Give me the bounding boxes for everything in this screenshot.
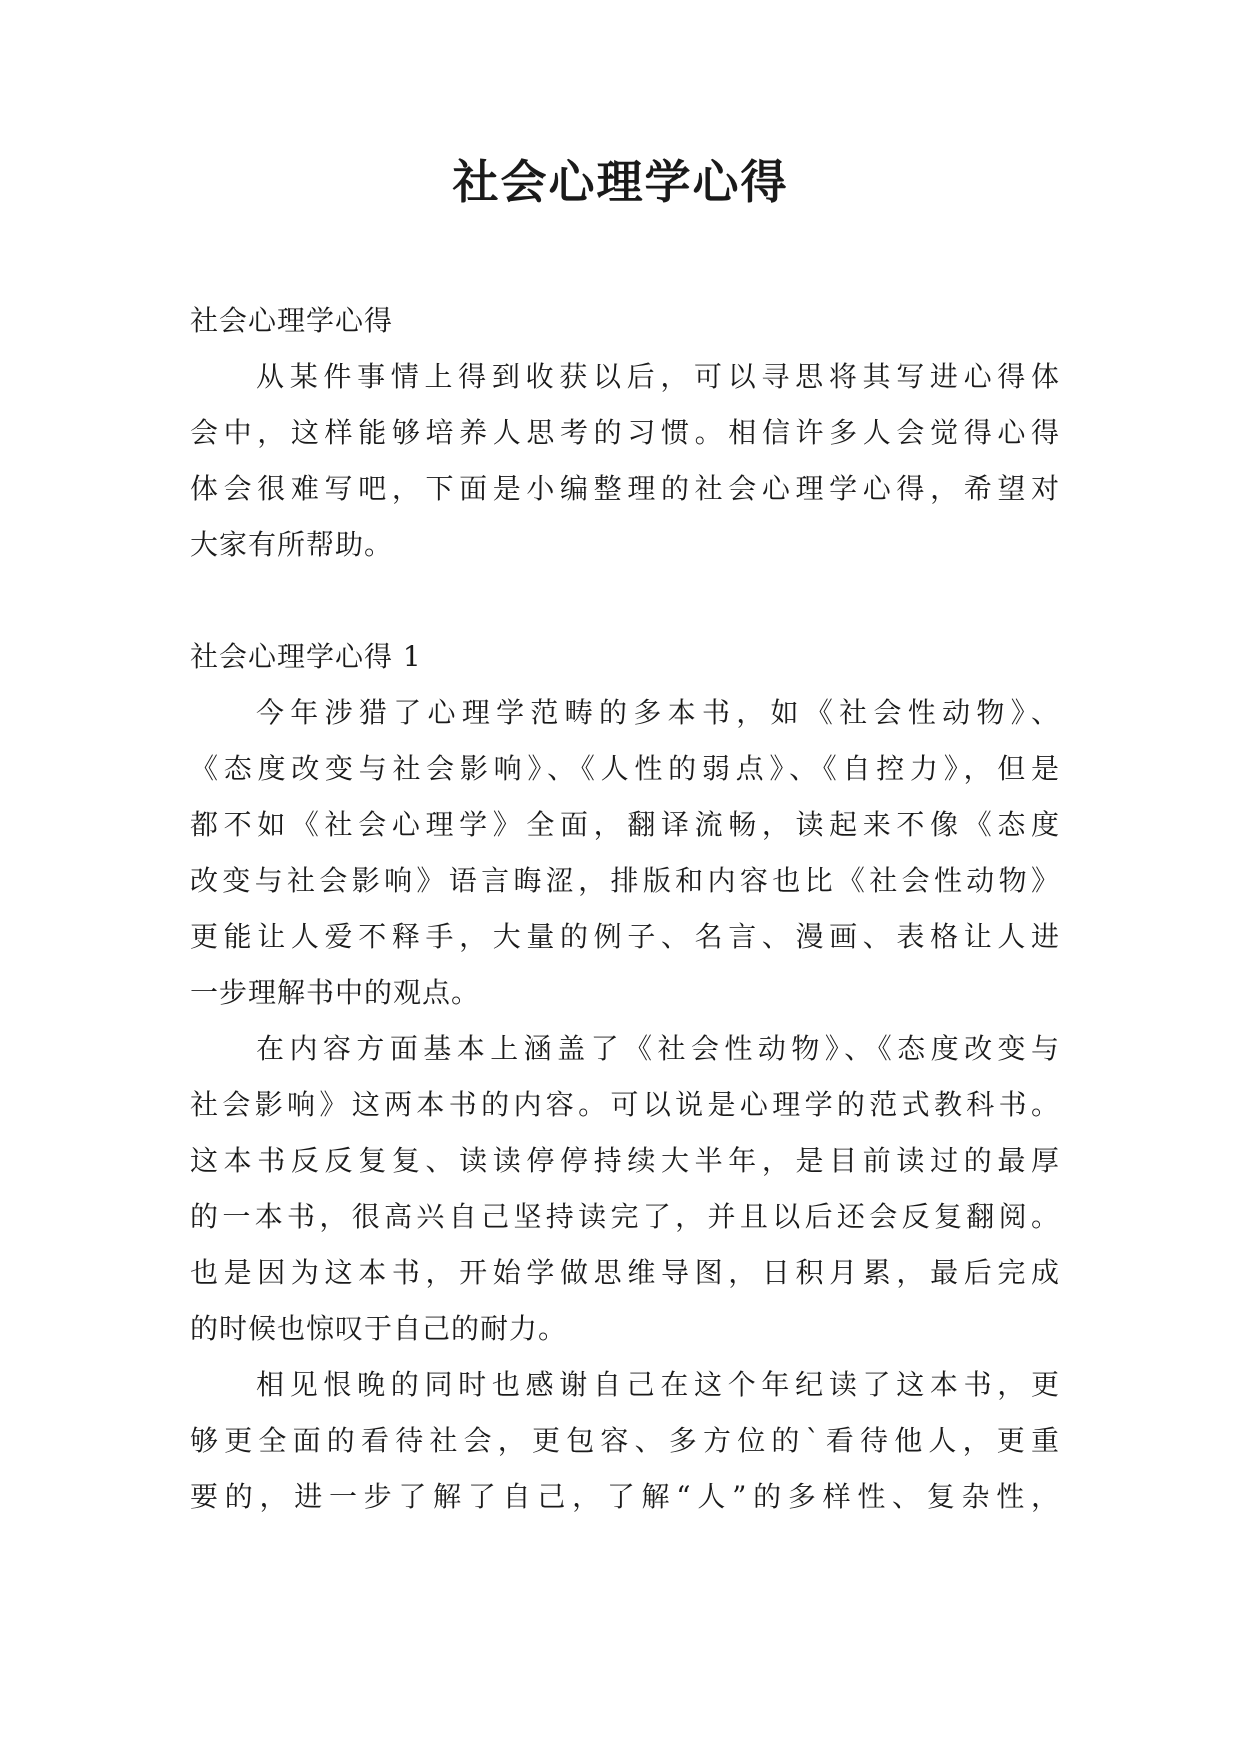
text-line: 这本书反反复复、读读停停持续大半年，是目前读过的最厚 <box>190 1144 1060 1177</box>
text-line: 会中，这样能够培养人思考的习惯。相信许多人会觉得心得 <box>190 416 1060 449</box>
text-line: 一步理解书中的观点。 <box>190 976 481 1009</box>
text-line: 《态度改变与社会影响》、《人性的弱点》、《自控力》，但是 <box>190 752 1060 785</box>
paragraph <box>190 685 1060 1021</box>
paragraph <box>190 1357 1060 1525</box>
paragraph <box>190 349 1060 573</box>
text-line: 相见恨晚的同时也感谢自己在这个年纪读了这本书，更 <box>256 1368 1060 1401</box>
document-body <box>190 293 1060 1525</box>
text-line: 都不如《社会心理学》全面，翻译流畅，读起来不像《态度 <box>190 808 1060 841</box>
text-line: 更能让人爱不释手，大量的例子、名言、漫画、表格让人进 <box>190 920 1060 953</box>
text-line: 够更全面的看待社会，更包容、多方位的`看待他人，更重 <box>190 1424 1060 1457</box>
text-line: 社会影响》这两本书的内容。可以说是心理学的范式教科书。 <box>190 1088 1060 1121</box>
text-line: 今年涉猎了心理学范畴的多本书，如《社会性动物》、 <box>256 696 1060 729</box>
text-line: 改变与社会影响》语言晦涩，排版和内容也比《社会性动物》 <box>190 864 1060 897</box>
section-1 <box>190 629 1060 1525</box>
text-line: 体会很难写吧，下面是小编整理的社会心理学心得，希望对 <box>190 472 1060 505</box>
text-line: 从某件事情上得到收获以后，可以寻思将其写进心得体 <box>256 360 1060 393</box>
section-heading: 社会心理学心得 1 <box>190 640 422 673</box>
text-line: 在内容方面基本上涵盖了《社会性动物》、《态度改变与 <box>256 1032 1060 1065</box>
text-line: 也是因为这本书，开始学做思维导图，日积月累，最后完成 <box>190 1256 1060 1289</box>
paragraph <box>190 1021 1060 1357</box>
text-line: 大家有所帮助。 <box>190 528 394 561</box>
document-title: 社会心理学心得 <box>452 155 789 209</box>
text-line: 的时候也惊叹于自己的耐力。 <box>190 1312 568 1345</box>
text-line: 要的，进一步了解了自己，了解“人”的多样性、复杂性， <box>190 1480 1060 1513</box>
section-heading: 社会心理学心得 <box>190 304 394 337</box>
section-intro <box>190 293 1060 573</box>
text-line: 的一本书，很高兴自己坚持读完了，并且以后还会反复翻阅。 <box>190 1200 1060 1233</box>
section-spacer <box>190 573 1060 629</box>
